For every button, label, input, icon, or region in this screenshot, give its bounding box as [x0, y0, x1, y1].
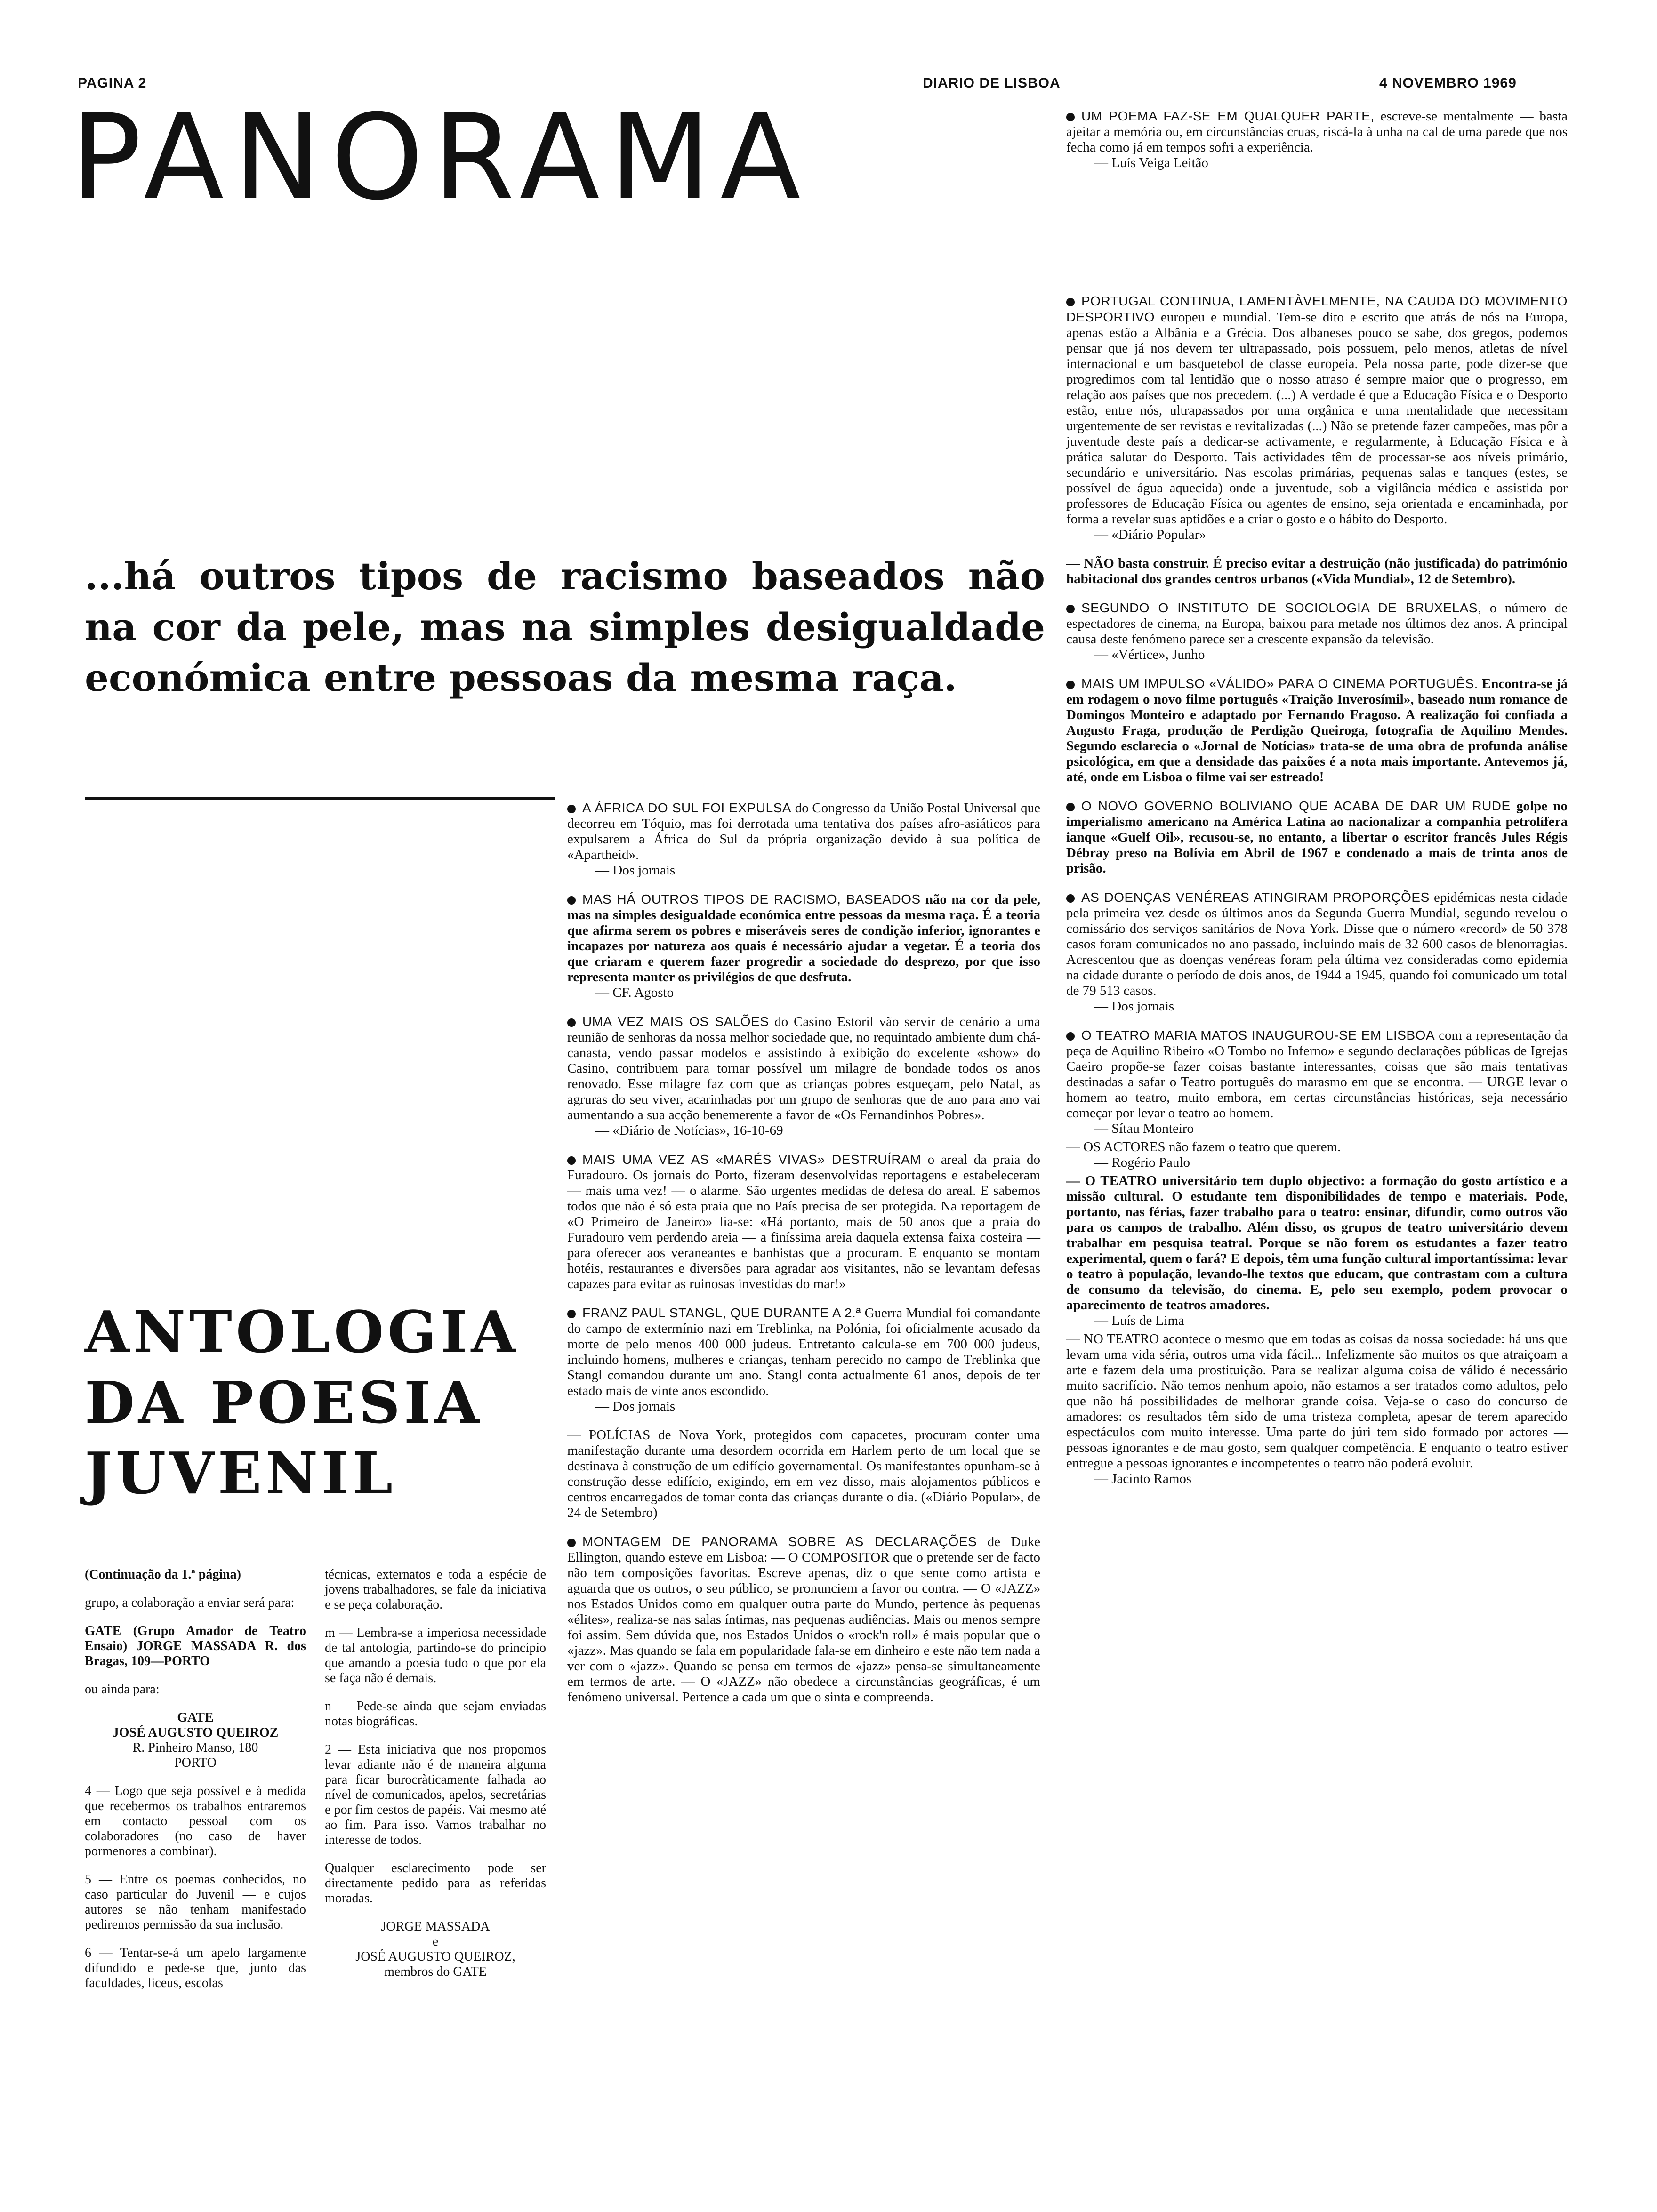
bullet-icon [1066, 605, 1075, 613]
item-text: golpe no imperialismo americano na América Latina ao nacionalizar a companhia petrolífera ianque «Guelf Oil», recusou-se, no entanto, a libertar o escritor francês Jules Régis Débray preso na Bolívia em Abril de 1967 e condenado a mais de trinta anos de prisão. [1066, 799, 1568, 876]
item-source: — Rogério Paulo [1094, 1155, 1190, 1170]
item-lead: MAIS UMA VEZ AS «MARÉS VIVAS» DESTRUÍRAM [582, 1152, 922, 1167]
item-text: escreve-se mentalmente — basta ajeitar a memória ou, em circunstâncias cruas, riscá-la à unha na cal de uma parede que nos fecha como já em tempos sofri a experiência. [1066, 109, 1568, 155]
news-item [1066, 798, 1568, 876]
item-text: o areal da praia do Furadouro. Os jornais do Porto, fizeram desenvolvidas reportagens e estabeleceram — mais uma vez! — o alarme. São urgentes medidas de defesa do areal. E sabemos todos que não é só esta praia que no País precisa de ser protegida. Na reportagem de «O Primeiro de Janeiro» lia-se: «Há portanto, mais de 50 anos que a praia do Furadouro vem perdendo areia — a finíssima areia daquela extensa faixa costeira — para oferecer aos veraneantes e banhistas que a procuram. E enquanto se montam hotéis, restaurantes e diversões para agradar aos visitantes, não se levantam defesas capazes para evitar as ruinosas investidas do mar!» [567, 1152, 1040, 1291]
antologia-column-1 [85, 1567, 306, 2004]
signature-block [325, 1919, 546, 1980]
paragraph: Qualquer esclarecimento pode ser directamente pedido para as referidas moradas. [325, 1861, 546, 1906]
item-text: Guerra Mundial foi comandante do campo de extermínio nazi em Treblinka, na Polónia, foi oficialmente acusado da morte de pelo menos 400 000 judeus. Entretanto calcula-se em 700 000 judeus, incluindo homens, mulheres e crianças, tenham perecido no campo de Treblinka que Stangl comandou durante um ano. Stangl conta actualmente 61 anos, depois de ter estado mais de vinte anos escondido. [567, 1306, 1040, 1398]
item-text: do Congresso da União Postal Universal que decorreu em Tóquio, mas foi derrotada uma tentativa dos países afro-asiáticos para expulsarem a África do Sul da própria organização devido à sua política de «Apartheid». [567, 801, 1041, 862]
news-item [1066, 600, 1568, 663]
item-text: — NO TEATRO acontece o mesmo que em todas as coisas da nossa sociedade: há uns que levam uma vida séria, outros uma vida fácil... Infelizmente são muitos os que atraiçoam a arte e fazem dela uma prostituição. Para se realizar alguma coisa de válido é necessário muito sacrifício. Não temos nenhum apoio, não estamos a ser tratados como adultos, pelo que não há possibilidades de melhorar grande coisa. Veja-se o caso do concurso de amadores: os resultados têm sido de uma tristeza completa, apesar de terem aparecido espectáculos com muito interesse. Uma parte do júri tem sido formado por actores — pessoas ignorantes e de mau gosto, sem qualquer competência. E enquanto o teatro estiver entregue a pessoas ignorantes e incompetentes o teatro não poderá evoluir. [1066, 1331, 1568, 1471]
news-item [567, 1427, 1040, 1521]
item-source: — «Diário de Notícias», 16-10-69 [595, 1123, 783, 1138]
item-source: — Dos jornais [1094, 999, 1174, 1014]
bullet-icon [567, 1310, 576, 1318]
item-lead: MAS HÁ OUTROS TIPOS DE RACISMO, BASEADOS [582, 892, 921, 906]
news-item [567, 1305, 1040, 1414]
antologia-title-line: DA POESIA [85, 1369, 483, 1436]
news-item [567, 800, 1040, 878]
item-lead: PORTUGAL CONTINUA, LAMENTÀVELMENTE, NA CAUDA DO MOVIMENTO DESPORTIVO [1066, 294, 1568, 324]
item-text: — NÃO basta construir. É preciso evitar a destruição (não justificada) do património habitacional dos grandes centros urbanos («Vida Mundial», 12 de Setembro). [1066, 556, 1568, 586]
news-item [1066, 556, 1568, 587]
item-source: — Luís Veiga Leitão [1094, 155, 1208, 170]
item-source: — Sítau Monteiro [1094, 1121, 1194, 1136]
bullet-icon [567, 1539, 576, 1547]
item-source: — «Vértice», Junho [1094, 647, 1205, 662]
item-text: — POLÍCIAS de Nova York, protegidos com capacetes, procuram conter uma manifestação durante uma desordem ocorrida em Harlem perto de um local que se destinava à construção de um edifício governamental. Os manifestantes opunham-se à construção desse edifício, exigindo, em em vez disso, mais alojamentos públicos e centros encarregados de tomar conta das crianças durante o dia. («Diário Popular», de 24 de Setembro) [567, 1427, 1040, 1520]
antologia-title-line: JUVENIL [85, 1439, 397, 1507]
bullet-icon [1066, 681, 1075, 689]
bullet-icon [567, 805, 576, 813]
paragraph: m — Lembra-se a imperiosa necessidade de tal antologia, partindo-se do princípio que amando a poesia tudo o que por ela se faça não é demais. [325, 1626, 546, 1685]
antologia-column-2 [325, 1567, 546, 1980]
item-source: — Luís de Lima [1094, 1313, 1184, 1328]
page-number: PAGINA 2 [78, 75, 147, 91]
bullet-icon [1066, 298, 1075, 306]
news-item [1066, 1331, 1568, 1487]
item-source: — Dos jornais [595, 1399, 676, 1414]
item-text: o número de espectadores de cinema, na Europa, baixou para metade nos últimos dez anos. A principal causa deste fenómeno parece ser a crescente expansão da televisão. [1066, 601, 1568, 647]
item-lead: FRANZ PAUL STANGL, QUE DURANTE A 2.ª [582, 1306, 861, 1320]
news-item [1066, 1173, 1568, 1329]
news-item [567, 1534, 1040, 1705]
item-source: — Jacinto Ramos [1094, 1471, 1192, 1486]
news-item [567, 891, 1040, 1001]
item-text: não na cor da pele, mas na simples desigualdade económica entre pessoas da mesma raça. É a teoria que afirma serem os pobres e miseráveis seres de condição inferior, ignorantes e incapazes por natureza aos quais é necessário ajudar a vegetar. É a teoria dos que criaram e querem fazer progredir a sociedade do desprezo, por que isso representa manter os privilégios de que desfruta. [567, 892, 1040, 985]
item-lead: AS DOENÇAS VENÉREAS ATINGIRAM PROPORÇÕES [1081, 890, 1430, 905]
item-lead: UMA VEZ MAIS OS SALÕES [582, 1014, 769, 1029]
item-text: epidémicas nesta cidade pela primeira vez desde os últimos anos da Segunda Guerra Mundial, segundo revelou o comissário dos serviços sanitários de Nova York. Disse que o número «record» de 50 378 casos foram comunicados no ano passado, incluindo mais de 32 600 casos de blenorragias. Acrescentou que as doenças venéreas foram pela última vez consideradas como epidemia na cidade durante o período de dois anos, de 1944 a 1945, quando foi comunicado um total de 79 513 casos. [1066, 890, 1568, 998]
masthead-title: PANORAMA [71, 89, 810, 226]
address-line: JOSÉ AUGUSTO QUEIROZ [112, 1725, 279, 1740]
item-lead: O NOVO GOVERNO BOLIVIANO QUE ACABA DE DAR UM RUDE [1081, 799, 1511, 813]
news-item [1066, 890, 1568, 1014]
bullet-icon [567, 896, 576, 905]
signature-line: JOSÉ AUGUSTO QUEIROZ, [355, 1949, 515, 1964]
signature-line: membros do GATE [384, 1964, 487, 1979]
pull-quote: ...há outros tipos de racismo baseados não na cor da pele, mas na simples desigualdade económica entre pessoas da mesma raça. [85, 554, 1045, 700]
item-source: — Dos jornais [595, 863, 676, 878]
address-line: GATE [177, 1710, 214, 1725]
paragraph: 4 — Logo que seja possível e à medida que recebermos os trabalhos entraremos em contacto pessoal com os colaboradores (no caso de haver pormenores a combinar). [85, 1784, 306, 1859]
item-text: europeu e mundial. Tem-se dito e escrito que atrás de nós na Europa, apenas estão a Albânia e a Grécia. Dos albaneses pouco se sabe, dos gregos, podemos pensar que já nos devem ter ultrapassado, pois possuem, pelo menos, atletas de nível internacional e um basquetebol de classe europeia. Pela nossa parte, pode dizer-se que progredimos com tal lentidão que o nosso atraso é sempre maior que o progresso, em relação aos países que nos precedem. (...) A verdade é que a Educação Física e o Desporto estão, entre nós, ultrapassados por uma orgânica e uma mentalidade que necessitam urgentemente de ser revistas e revitalizadas (...) Não se pretende fazer campeões, mas pôr a juventude deste país a dedicar-se activamente, e regularmente, à Educação Física e à prática salutar do Desporto. Tais actividades têm de processar-se aos níveis primário, secundário e universitário. Nas escolas primárias, pequenas salas e tanques (estes, se possível de água aquecida) onde a juventude, sob a vigilância médica e assistida por professores de Educação Física ou agentes de ensino, seja orientada e encaminhada, por forma a revelar suas aptidões e a criar o gosto e o hábito do Desporto. [1066, 310, 1568, 527]
item-lead: O TEATRO MARIA MATOS INAUGUROU-SE EM LISBOA [1081, 1028, 1435, 1042]
paragraph: ou ainda para: [85, 1682, 160, 1697]
bullet-icon [1066, 803, 1075, 811]
address: GATE (Grupo Amador de Teatro Ensaio) JORGE MASSADA R. dos Bragas, 109—PORTO [85, 1624, 306, 1668]
news-item [1066, 293, 1568, 543]
news-item [1066, 1139, 1568, 1170]
middle-column [567, 800, 1040, 1718]
news-item [567, 1014, 1040, 1138]
bullet-icon [1066, 113, 1075, 121]
item-text: — O TEATRO universitário tem duplo objectivo: a formação do gosto artístico e a missão cultural. O estudante tem disponibilidades de tempo e materiais. Pode, portanto, nas férias, fazer trabalho para o teatro: ensinar, difundir, como outros vão para os campos de trabalho. Além disso, os grupos de teatro universitário devem trabalhar em pesquisa teatral. Porque se não forem os estudantes a fazer teatro experimental, quem o fará? E depois, têm uma função cultural importantíssima: levar o teatro à população, levando-lhe textos que educam, que contrastam com a cultura de consumo da televisão, do cinema. E, pelo seu exemplo, podem provocar o aparecimento de teatros amadores. [1066, 1173, 1568, 1313]
antologia-title-line: ANTOLOGIA [85, 1298, 520, 1366]
news-item [567, 1152, 1040, 1292]
continuation-note: (Continuação da 1.ª página) [85, 1567, 241, 1582]
issue-date: 4 NOVEMBRO 1969 [1379, 75, 1517, 91]
paper-name: DIARIO DE LISBOA [923, 75, 1061, 91]
bullet-icon [1066, 1032, 1075, 1041]
item-source: — CF. Agosto [595, 985, 674, 1000]
signature-line: e [432, 1934, 439, 1949]
item-lead: SEGUNDO O INSTITUTO DE SOCIOLOGIA DE BRUXELAS, [1081, 601, 1482, 615]
item-text: com a representação da peça de Aquilino Ribeiro «O Tombo no Inferno» e segundo declarações públicas de Igrejas Caeiro propõe-se fazer coisas bastante interessantes, coisas que são mais tentativas destinadas a safar o Teatro português do marasmo em que se encontra. — URGE levar o homem ao teatro, muito embora, em certas circunstâncias históricas, seja necessário começar por levar o teatro ao homem. [1066, 1028, 1568, 1121]
paragraph: 6 — Tentar-se-á um apelo largamente difundido e pede-se que, junto das faculdades, liceus, escolas [85, 1946, 306, 1990]
address-line: R. Pinheiro Manso, 180 [132, 1740, 258, 1755]
paragraph: técnicas, externatos e toda a espécie de jovens trabalhadores, se fale da iniciativa e se peça colaboração. [325, 1567, 546, 1612]
item-text: Encontra-se já em rodagem o novo filme português «Traição Inverosímil», baseado num romance de Domingos Monteiro e adaptado por Fernando Fragoso. A realização foi confiada a Augusto Fraga, produção de Perdigão Queiroga, fotografia de Aquilino Mendes. Segundo esclarecia o «Jornal de Notícias» trata-se de uma obra de profunda análise psicológica, em que a densidade das paixões é a nota mais importante. Antevemos já, até, onde em Lisboa o filme vai ser estreado! [1066, 676, 1568, 785]
item-text: — OS ACTORES não fazem o teatro que querem. [1066, 1139, 1341, 1154]
item-lead: MONTAGEM DE PANORAMA SOBRE AS DECLARAÇÕES [582, 1534, 977, 1549]
paragraph: 5 — Entre os poemas conhecidos, no caso particular do Juvenil — e cujos autores se não tenham manifestado pediremos permissão da sua inclusão. [85, 1872, 306, 1932]
address-line: PORTO [174, 1755, 217, 1770]
antologia-title [85, 1297, 565, 1508]
news-item [1066, 108, 1568, 171]
paragraph: grupo, a colaboração a enviar será para: [85, 1595, 295, 1610]
bullet-icon [567, 1156, 576, 1165]
section-divider [85, 797, 555, 800]
item-lead: A ÁFRICA DO SUL FOI EXPULSA [582, 801, 792, 815]
right-column [1066, 108, 1568, 1500]
signature-line: JORGE MASSADA [381, 1919, 490, 1934]
item-text: de Duke Ellington, quando esteve em Lisboa: — O COMPOSITOR que o pretende ser de facto não tem composições favoritas. Escreve apenas, diz o que sente como artista e aguarda que os outros, o seu público, se pronunciem a favor ou contra. — O «JAZZ» nos Estados Unidos como em qualquer outra parte do Mundo, pertence às pequenas «élites», realiza-se nas salas íntimas, nas pequenas audiências. Mais ou menos sempre foi assim. Sem dúvida que, nos Estados Unidos o «rock'n roll» é mais popular que o «jazz». Mas quando se fala em popularidade fala-se em dinheiro e este não tem nada a ver com o «jazz». Quando se pensa em termos de «jazz» pensa-se simultaneamente em termos de arte. — O «JAZZ» não obedece a circunstâncias geográficas, é um fenómeno universal. Pertence a cada um que o sinta e compreenda. [567, 1534, 1041, 1705]
bullet-icon [1066, 894, 1075, 903]
item-source: — «Diário Popular» [1094, 527, 1206, 542]
news-item [1066, 676, 1568, 785]
paragraph: 2 — Esta iniciativa que nos propomos levar adiante não é de maneira alguma para ficar burocràticamente falhada ao nível de comunicados, apelos, secretárias e por fim cestos de papéis. Vai mesmo até ao fim. Para isso. Vamos trabalhar no interesse de todos. [325, 1742, 546, 1847]
item-lead: MAIS UM IMPULSO «VÁLIDO» PARA O CINEMA PORTUGUÊS. [1081, 676, 1478, 691]
news-item [1066, 1027, 1568, 1137]
paragraph: n — Pede-se ainda que sejam enviadas notas biográficas. [325, 1699, 546, 1729]
bullet-icon [567, 1018, 576, 1027]
item-lead: UM POEMA FAZ-SE EM QUALQUER PARTE, [1081, 109, 1375, 123]
item-text: do Casino Estoril vão servir de cenário a uma reunião de senhoras da nossa melhor sociedade que, no requintado ambiente dum chá-canasta, vendo passar modelos e assistindo à exibição do excelente «show» do Casino, contribuem para tornar possível um milagre de bondade todos os anos renovado. Esse milagre faz com que as crianças pobres esqueçam, pelo Natal, as agruras do seu viver, acarinhadas por um grupo de senhoras que de ano para ano vai aumentando a sua acção benemerente a favor de «Os Fernandinhos Pobres». [567, 1014, 1041, 1122]
